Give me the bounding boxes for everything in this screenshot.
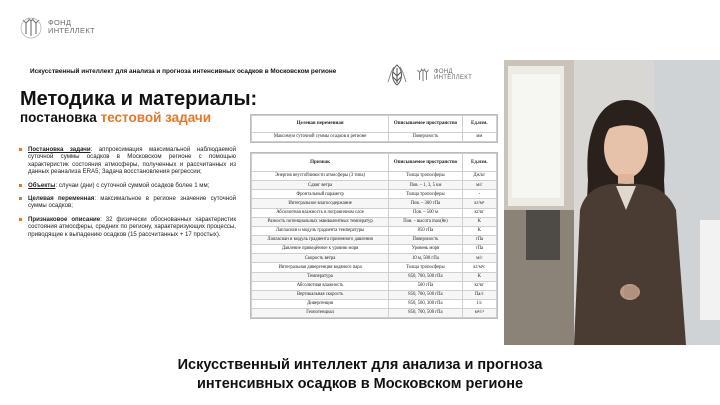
bullet-text: : аппроксимация максимальной наблюдаемой суточной суммы осадков в Московском регионе с помощью характеристик состояния атмосферы, полученных и рассчитанных из данных реанализа ERA5; Задача восстановления регрессии; [28, 146, 236, 176]
bullet-label: Постановка задачи [28, 146, 91, 153]
bullet-text: : случаи (дни) с суточной суммой осадков более 1 мм; [55, 181, 210, 189]
slide-subtitle [20, 110, 211, 125]
slide-header-title: Искусственный интеллект для анализа и прогноза интенсивных осадков в Московском регионе [30, 68, 337, 75]
table-cell: 850, 700, 500 гПа [389, 309, 463, 318]
bullet-item [18, 216, 236, 238]
slide-foundation-logo [414, 66, 472, 84]
table-cell: K [462, 226, 496, 235]
table-row [252, 299, 497, 308]
table-header-cell: Ед.изм. [462, 154, 496, 172]
table-cell: Абсолютная влажность [252, 281, 389, 290]
table-row [252, 235, 497, 244]
table-header-cell: Описываемое пространство [389, 154, 463, 172]
logo-text [48, 19, 95, 35]
table-cell: Уровень моря [389, 245, 463, 254]
table-header-cell: Описываемое пространство [389, 116, 463, 133]
table-cell: Геопотенциал [252, 309, 389, 318]
table-cell: Пов. – высота max(θe) [389, 217, 463, 226]
table-cell: гПа [462, 245, 496, 254]
bullet-item [18, 146, 236, 176]
table-cell: Интегральная дивергенция водяного пара [252, 263, 389, 272]
table-cell: Разность потенциальных эквивалентных температур [252, 217, 389, 226]
table-cell: K [462, 272, 496, 281]
table-row [252, 263, 497, 272]
table-header-cell: Ед.изм. [462, 116, 496, 133]
table-cell: Толща тропосферы [389, 172, 463, 181]
table-row [252, 226, 497, 235]
table-cell: Пов. – 500 м [389, 208, 463, 217]
table-cell: 850 гПа [389, 226, 463, 235]
slide-subtitle-plain: постановка [20, 110, 101, 125]
table-row [252, 172, 497, 181]
table-row [252, 272, 497, 281]
table-cell: Энергия неустойчивости атмосферы (3 типа) [252, 172, 389, 181]
table-row [252, 133, 497, 142]
table-cell: Толща тропосферы [389, 263, 463, 272]
table-cell: Лапласиан и модуль градиента приземного давления [252, 235, 389, 244]
table-cell: 500 гПа [389, 281, 463, 290]
table-cell: Толща тропосферы [389, 190, 463, 199]
table-cell: 1/с [462, 299, 496, 308]
table-cell: Вертикальная скорость [252, 290, 389, 299]
bullet-item [18, 195, 236, 210]
table-cell: - [462, 190, 496, 199]
table-cell: м/с [462, 181, 496, 190]
table-row [252, 217, 497, 226]
table-cell: Интегральное влагосодержание [252, 199, 389, 208]
table-row [252, 254, 497, 263]
logo-line2: ИНТЕЛЛЕКТ [48, 26, 95, 35]
speaker-video [504, 60, 720, 345]
table-cell: 850, 700, 500 гПа [389, 290, 463, 299]
caption-line2: интенсивных осадков в Московском регионе [196, 376, 524, 392]
table-cell: Лапласиан и модуль градиента температуры [252, 226, 389, 235]
table-cell: Скорость ветра [252, 254, 389, 263]
bullet-text: : максимальное в регионе значение суточной суммы осадков; [28, 195, 237, 210]
table-cell: Абсолютная влажность в пограничном слое [252, 208, 389, 217]
table-row [252, 290, 497, 299]
table-cell: Поверхность [389, 235, 463, 244]
table-cell: 10 м, 500 гПа [389, 254, 463, 263]
table-cell: кг/кг [462, 208, 496, 217]
table-header-cell: Целевая переменная [252, 116, 389, 133]
table-header-row [252, 154, 497, 172]
table-cell: Дж/кг [462, 172, 496, 181]
table-cell: гПа [462, 235, 496, 244]
table-cell: Поверхность [389, 133, 463, 142]
table-row [252, 190, 497, 199]
bullet-text: : 32 физически обоснованных характеристик состояния атмосферы, средних по региону, характеризующих процессы, приводящие к выпадению осадков (15 рассчитанных + 17 простых). [28, 215, 236, 238]
table-cell: 850, 700, 500 гПа [389, 272, 463, 281]
table-cell: кг/м² [462, 199, 496, 208]
features-table-body [252, 172, 497, 318]
table-cell: 850, 500, 300 гПа [389, 299, 463, 308]
slide-title: Методика и материалы: [20, 88, 258, 110]
table-cell: кг/м²с [462, 263, 496, 272]
table-header-cell: Признак [252, 154, 389, 172]
table-cell: Пов. – 300 гПа [389, 199, 463, 208]
speaker-video-frame [504, 60, 720, 345]
bullet-list [18, 146, 236, 244]
bullet-label: Признаковое описание [28, 215, 101, 223]
table-cell: Па/с [462, 290, 496, 299]
caption-line1: Искусственный интеллект для анализа и прогноза [177, 357, 543, 373]
table-row [252, 199, 497, 208]
table-cell: K [462, 217, 496, 226]
table-row [252, 245, 497, 254]
table-cell: Максимум суточной суммы осадков в регионе [252, 133, 389, 142]
university-emblem-icon [384, 62, 410, 88]
video-caption [0, 356, 720, 394]
table-header-row [252, 116, 497, 133]
bullet-label: Объекты [28, 181, 56, 189]
table-row [252, 309, 497, 318]
slide-subtitle-accent: тестовой задачи [100, 110, 212, 125]
table-cell: м/с [462, 254, 496, 263]
foundation-logo [18, 14, 95, 40]
table-cell: кг/кг [462, 281, 496, 290]
table-row [252, 181, 497, 190]
bullet-label: Целевая переменная [28, 195, 95, 203]
features-table [250, 152, 498, 319]
fond-intellekt-logo-icon [18, 14, 44, 40]
logo-line1: ФОНД [48, 18, 72, 27]
target-variable-table [250, 114, 498, 143]
table-cell: Давление приведённое к уровню моря [252, 245, 389, 254]
table-cell: м²/с² [462, 309, 496, 318]
table-cell: Пов. – 1, 3, 5 км [389, 181, 463, 190]
table-cell: Дивергенция [252, 299, 389, 308]
table-cell: Фронтальный параметр [252, 190, 389, 199]
presentation-slide [12, 60, 502, 345]
fond-intellekt-logo-icon [414, 66, 432, 84]
table-row [252, 208, 497, 217]
table-cell: Сдвиг ветра [252, 181, 389, 190]
table-cell: мм [462, 133, 496, 142]
slide-logo-line2: ИНТЕЛЛЕКТ [434, 75, 473, 81]
bullet-item [18, 182, 236, 189]
table-row [252, 281, 497, 290]
slide-logo-text [434, 69, 472, 82]
slide-logo-line1: ФОНД [434, 68, 453, 75]
table-cell: Температура [252, 272, 389, 281]
